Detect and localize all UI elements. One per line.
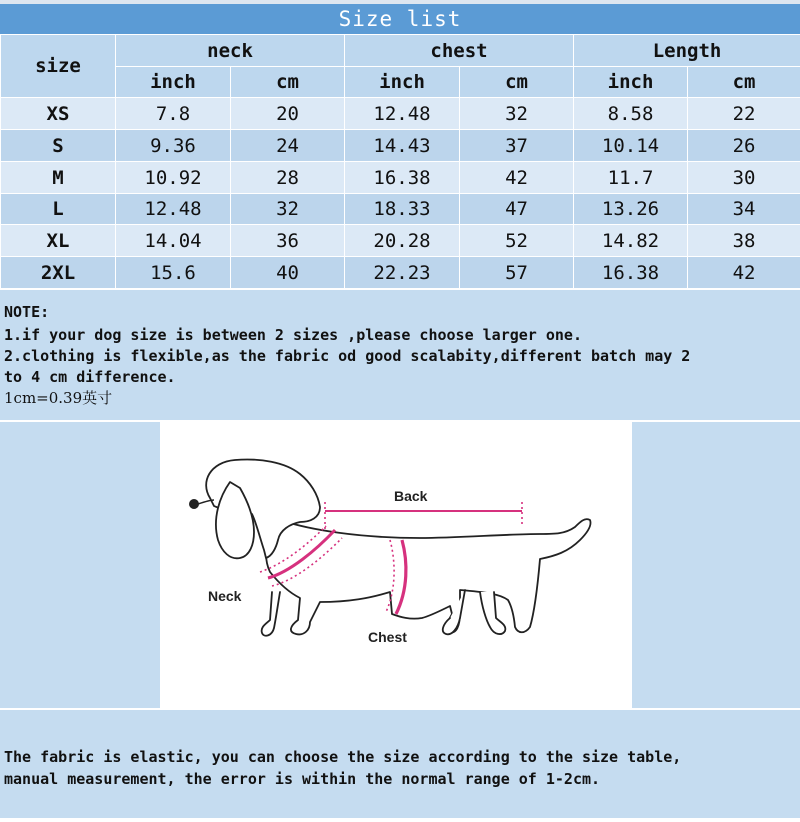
value-cell: 12.48 [345,98,460,130]
back-label: Back [394,488,428,504]
value-cell: 38 [688,225,800,257]
table-row [1,225,800,257]
size-cell: L [1,194,116,225]
value-cell: 22.23 [345,257,460,289]
note-section [0,290,800,420]
size-column-header: size [1,35,116,98]
value-cell: 16.38 [574,257,688,289]
unit-header: cm [231,67,345,98]
value-cell: 16.38 [345,162,460,194]
table-row [1,194,800,225]
value-cell: 36 [231,225,345,257]
note-line-2: 2.clothing is flexible,as the fabric od good scalabity,different batch may 2 [4,347,691,365]
note-line-1: 1.if your dog size is between 2 sizes ,please choose larger one. [4,326,582,344]
value-cell: 15.6 [116,257,231,289]
unit-header: inch [116,67,231,98]
value-cell: 52 [460,225,574,257]
value-cell: 18.33 [345,194,460,225]
value-cell: 42 [688,257,800,289]
value-cell: 30 [688,162,800,194]
footer-section [0,710,800,818]
size-cell: M [1,162,116,194]
table-row [1,162,800,194]
value-cell: 10.92 [116,162,231,194]
unit-header: cm [460,67,574,98]
note-conversion: 1cm=0.39英寸 [4,389,113,407]
value-cell: 14.04 [116,225,231,257]
value-cell: 22 [688,98,800,130]
size-cell: 2XL [1,257,116,289]
length-group-header: Length [574,35,800,67]
value-cell: 47 [460,194,574,225]
dog-illustration [160,422,632,708]
size-table [0,34,800,289]
page-title: Size list [0,4,800,34]
value-cell: 28 [231,162,345,194]
value-cell: 8.58 [574,98,688,130]
size-cell: XS [1,98,116,130]
neck-group-header: neck [116,35,345,67]
value-cell: 14.82 [574,225,688,257]
value-cell: 34 [688,194,800,225]
value-cell: 40 [231,257,345,289]
value-cell: 20.28 [345,225,460,257]
table-row [1,130,800,162]
value-cell: 37 [460,130,574,162]
value-cell: 10.14 [574,130,688,162]
note-line-2-cont: to 4 cm difference. [4,368,176,386]
value-cell: 26 [688,130,800,162]
unit-header: inch [345,67,460,98]
table-row [1,98,800,130]
dog-measurement-diagram [160,422,632,708]
value-cell: 11.7 [574,162,688,194]
footer-line-2: manual measurement, the error is within the normal range of 1-2cm. [4,770,601,788]
value-cell: 7.8 [116,98,231,130]
value-cell: 42 [460,162,574,194]
table-row [1,257,800,289]
chest-group-header: chest [345,35,574,67]
size-cell: S [1,130,116,162]
value-cell: 57 [460,257,574,289]
chest-label: Chest [368,629,407,645]
value-cell: 12.48 [116,194,231,225]
value-cell: 14.43 [345,130,460,162]
value-cell: 24 [231,130,345,162]
value-cell: 13.26 [574,194,688,225]
value-cell: 9.36 [116,130,231,162]
value-cell: 32 [460,98,574,130]
unit-header: inch [574,67,688,98]
footer-line-1: The fabric is elastic, you can choose the size according to the size table, [4,748,682,766]
value-cell: 20 [231,98,345,130]
note-heading: NOTE: [4,303,50,321]
value-cell: 32 [231,194,345,225]
size-cell: XL [1,225,116,257]
unit-header: cm [688,67,800,98]
diagram-section [0,422,800,708]
neck-label: Neck [208,588,242,604]
